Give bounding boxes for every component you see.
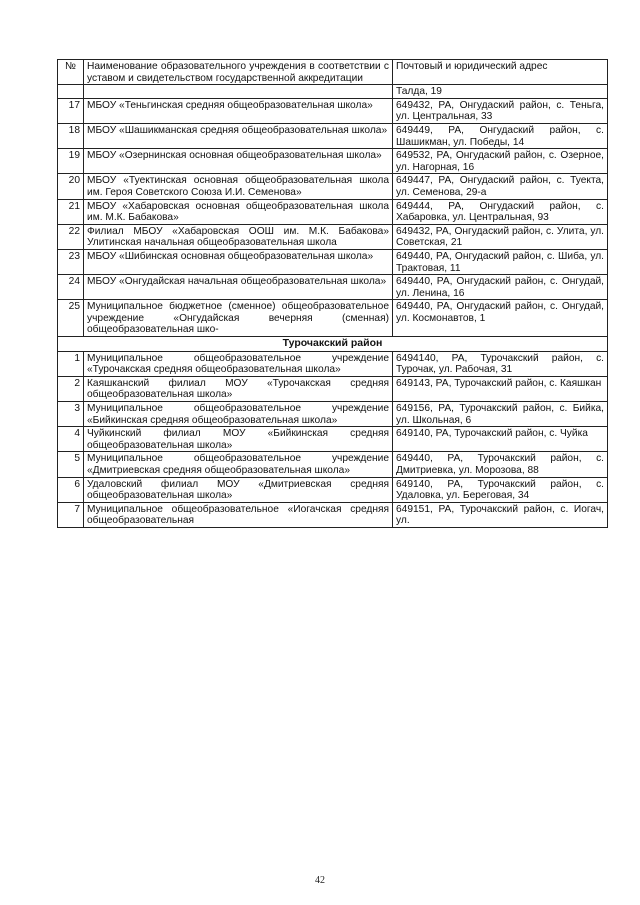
row-name: МБОУ «Шашикманская средняя общеобразовательная школа» [84,123,393,148]
table-header-row [58,60,608,85]
table-row [58,300,608,337]
table-row [58,199,608,224]
table-row [58,452,608,477]
row-address: 649432, РА, Онгудаский район, с. Теньга, ул. Центральная, 33 [393,98,608,123]
row-address: 649447, РА, Онгудаский район, с. Туекта, ул. Семенова, 29-а [393,174,608,199]
row-name: Филиал МБОУ «Хабаровская ООШ им. М.К. Бабакова» Улитинская начальная общеобразовательная школа [84,224,393,249]
row-number: 17 [58,98,84,123]
row-number: 5 [58,452,84,477]
row-number: 2 [58,376,84,401]
row-address: 649440, РА, Онгудаский район, с. Онгудай, ул. Ленина, 16 [393,275,608,300]
page-number: 42 [315,875,325,886]
row-number: 7 [58,502,84,527]
section-title: Турочакский район [58,337,608,352]
column-header-address: Почтовый и юридический адрес [393,60,608,85]
row-name: Муниципальное бюджетное (сменное) общеобразовательное учреждение «Онгудайская вечерняя (сменная) общеобразовательная шко- [84,300,393,337]
row-number: 21 [58,199,84,224]
row-name: МБОУ «Хабаровская основная общеобразовательная школа им. М.К. Бабакова» [84,199,393,224]
row-address: 649440, РА, Турочакский район, с. Дмитриевка, ул. Морозова, 88 [393,452,608,477]
row-number: 3 [58,402,84,427]
table-row [58,98,608,123]
row-name: МБОУ «Туектинская основная общеобразовательная школа им. Героя Советского Союза И.И. Семенова» [84,174,393,199]
row-name: МБОУ «Онгудайская начальная общеобразовательная школа» [84,275,393,300]
row-name: Муниципальное общеобразовательное учреждение «Дмитриевская средняя общеобразовательная школа» [84,452,393,477]
row-number: 24 [58,275,84,300]
row-name: МБОУ «Озернинская основная общеобразовательная школа» [84,149,393,174]
row-address: 649140, РА, Турочакский район, с. Чуйка [393,427,608,452]
row-address: 649449, РА, Онгудаский район, с. Шашикман, ул. Победы, 14 [393,123,608,148]
row-address: 649143, РА, Турочакский район, с. Каяшкан [393,376,608,401]
table-row [58,502,608,527]
table-row [58,477,608,502]
table-row [58,427,608,452]
table-row [58,275,608,300]
continuation-row [58,85,608,99]
row-number: 4 [58,427,84,452]
row-address: Талда, 19 [393,85,608,99]
row-address: 649444, РА, Онгудаский район, с. Хабаровка, ул. Центральная, 93 [393,199,608,224]
section-row [58,337,608,352]
row-name: Муниципальное общеобразовательное учреждение «Бийкинская средняя общеобразовательная школа» [84,402,393,427]
row-number: 25 [58,300,84,337]
row-name: Муниципальное общеобразовательное «Иогачская средняя общеобразовательная [84,502,393,527]
row-address: 649156, РА, Турочакский район, с. Бийка, ул. Школьная, 6 [393,402,608,427]
table-row [58,376,608,401]
table-row [58,402,608,427]
row-number [58,85,84,99]
institutions-table [57,59,608,528]
row-address: 649432, РА, Онгудаский район, с. Улита, ул. Советская, 21 [393,224,608,249]
row-name [84,85,393,99]
row-address: 649151, РА, Турочакский район, с. Иогач, ул. [393,502,608,527]
table-row [58,249,608,274]
row-name: Удаловский филиал МОУ «Дмитриевская средняя общеобразовательная школа» [84,477,393,502]
row-address: 6494140, РА, Турочакский район, с. Турочак, ул. Рабочая, 31 [393,351,608,376]
row-name: МБОУ «Теньгинская средняя общеобразовательная школа» [84,98,393,123]
row-number: 1 [58,351,84,376]
column-header-name: Наименование образовательного учреждения в соответствии с уставом и свидетельством государственной аккредитации [84,60,393,85]
row-address: 649140, РА, Турочакский район, с. Удаловка, ул. Береговая, 34 [393,477,608,502]
row-name: Муниципальное общеобразовательное учреждение «Турочакская средняя общеобразовательная школа» [84,351,393,376]
row-name: Каяшканский филиал МОУ «Турочакская средняя общеобразовательная школа» [84,376,393,401]
row-name: МБОУ «Шибинская основная общеобразовательная школа» [84,249,393,274]
row-number: 19 [58,149,84,174]
table-row [58,224,608,249]
table-body [58,85,608,528]
column-header-number: № [58,60,84,85]
row-number: 20 [58,174,84,199]
row-number: 18 [58,123,84,148]
row-number: 6 [58,477,84,502]
row-number: 23 [58,249,84,274]
table-row [58,123,608,148]
row-address: 649532, РА, Онгудаский район, с. Озерное, ул. Нагорная, 16 [393,149,608,174]
row-number: 22 [58,224,84,249]
table-row [58,351,608,376]
row-address: 649440, РА, Онгудаский район, с. Шиба, ул. Трактовая, 11 [393,249,608,274]
table-row [58,149,608,174]
row-name: Чуйкинский филиал МОУ «Бийкинская средняя общеобразовательная школа» [84,427,393,452]
table-row [58,174,608,199]
row-address: 649440, РА, Онгудаский район, с. Онгудай, ул. Космонавтов, 1 [393,300,608,337]
